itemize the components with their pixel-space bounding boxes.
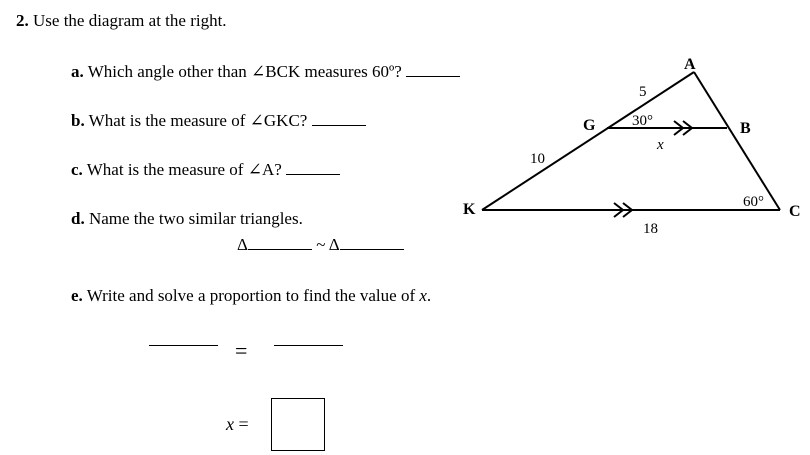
question-e-end: .: [426, 286, 432, 305]
question-b-letter: b.: [71, 111, 85, 130]
angle-label-bck: 60°: [743, 194, 764, 210]
question-e-letter: e.: [71, 286, 83, 305]
question-d-letter: d.: [71, 209, 85, 228]
question-b-text: What is the measure of ∠GKC?: [88, 111, 308, 130]
triangle-symbol: Δ: [237, 235, 248, 254]
vertex-label-b: B: [740, 120, 751, 137]
question-d-text: Name the two similar triangles.: [88, 209, 303, 228]
vertex-label-c: C: [789, 203, 801, 220]
question-c-text: What is the measure of ∠A?: [86, 160, 282, 179]
segment-ac: [694, 72, 780, 210]
similar-symbol: ~ Δ: [316, 235, 340, 254]
vertex-label-g: G: [583, 117, 596, 134]
question-a-letter: a.: [71, 62, 84, 81]
solution-variable: x: [226, 414, 234, 434]
segment-label-kc: 18: [643, 221, 658, 237]
segment-label-ag: 5: [639, 84, 647, 100]
question-e-text: Write and solve a proportion to find the value of: [86, 286, 420, 305]
question-c-letter: c.: [71, 160, 83, 179]
angle-label-agb: 30°: [632, 113, 653, 129]
vertex-label-a: A: [684, 56, 696, 73]
question-e-variable: x: [419, 286, 427, 305]
vertex-label-k: K: [463, 201, 476, 218]
proportion-equals: =: [235, 338, 248, 363]
segment-label-gb: x: [657, 137, 664, 153]
question-a-text: Which angle other than ∠BCK measures 60º?: [87, 62, 402, 81]
solution-equals: =: [238, 414, 249, 434]
problem-number: 2.: [16, 11, 29, 30]
segment-label-gk: 10: [530, 151, 545, 167]
problem-instruction: Use the diagram at the right.: [33, 11, 227, 30]
